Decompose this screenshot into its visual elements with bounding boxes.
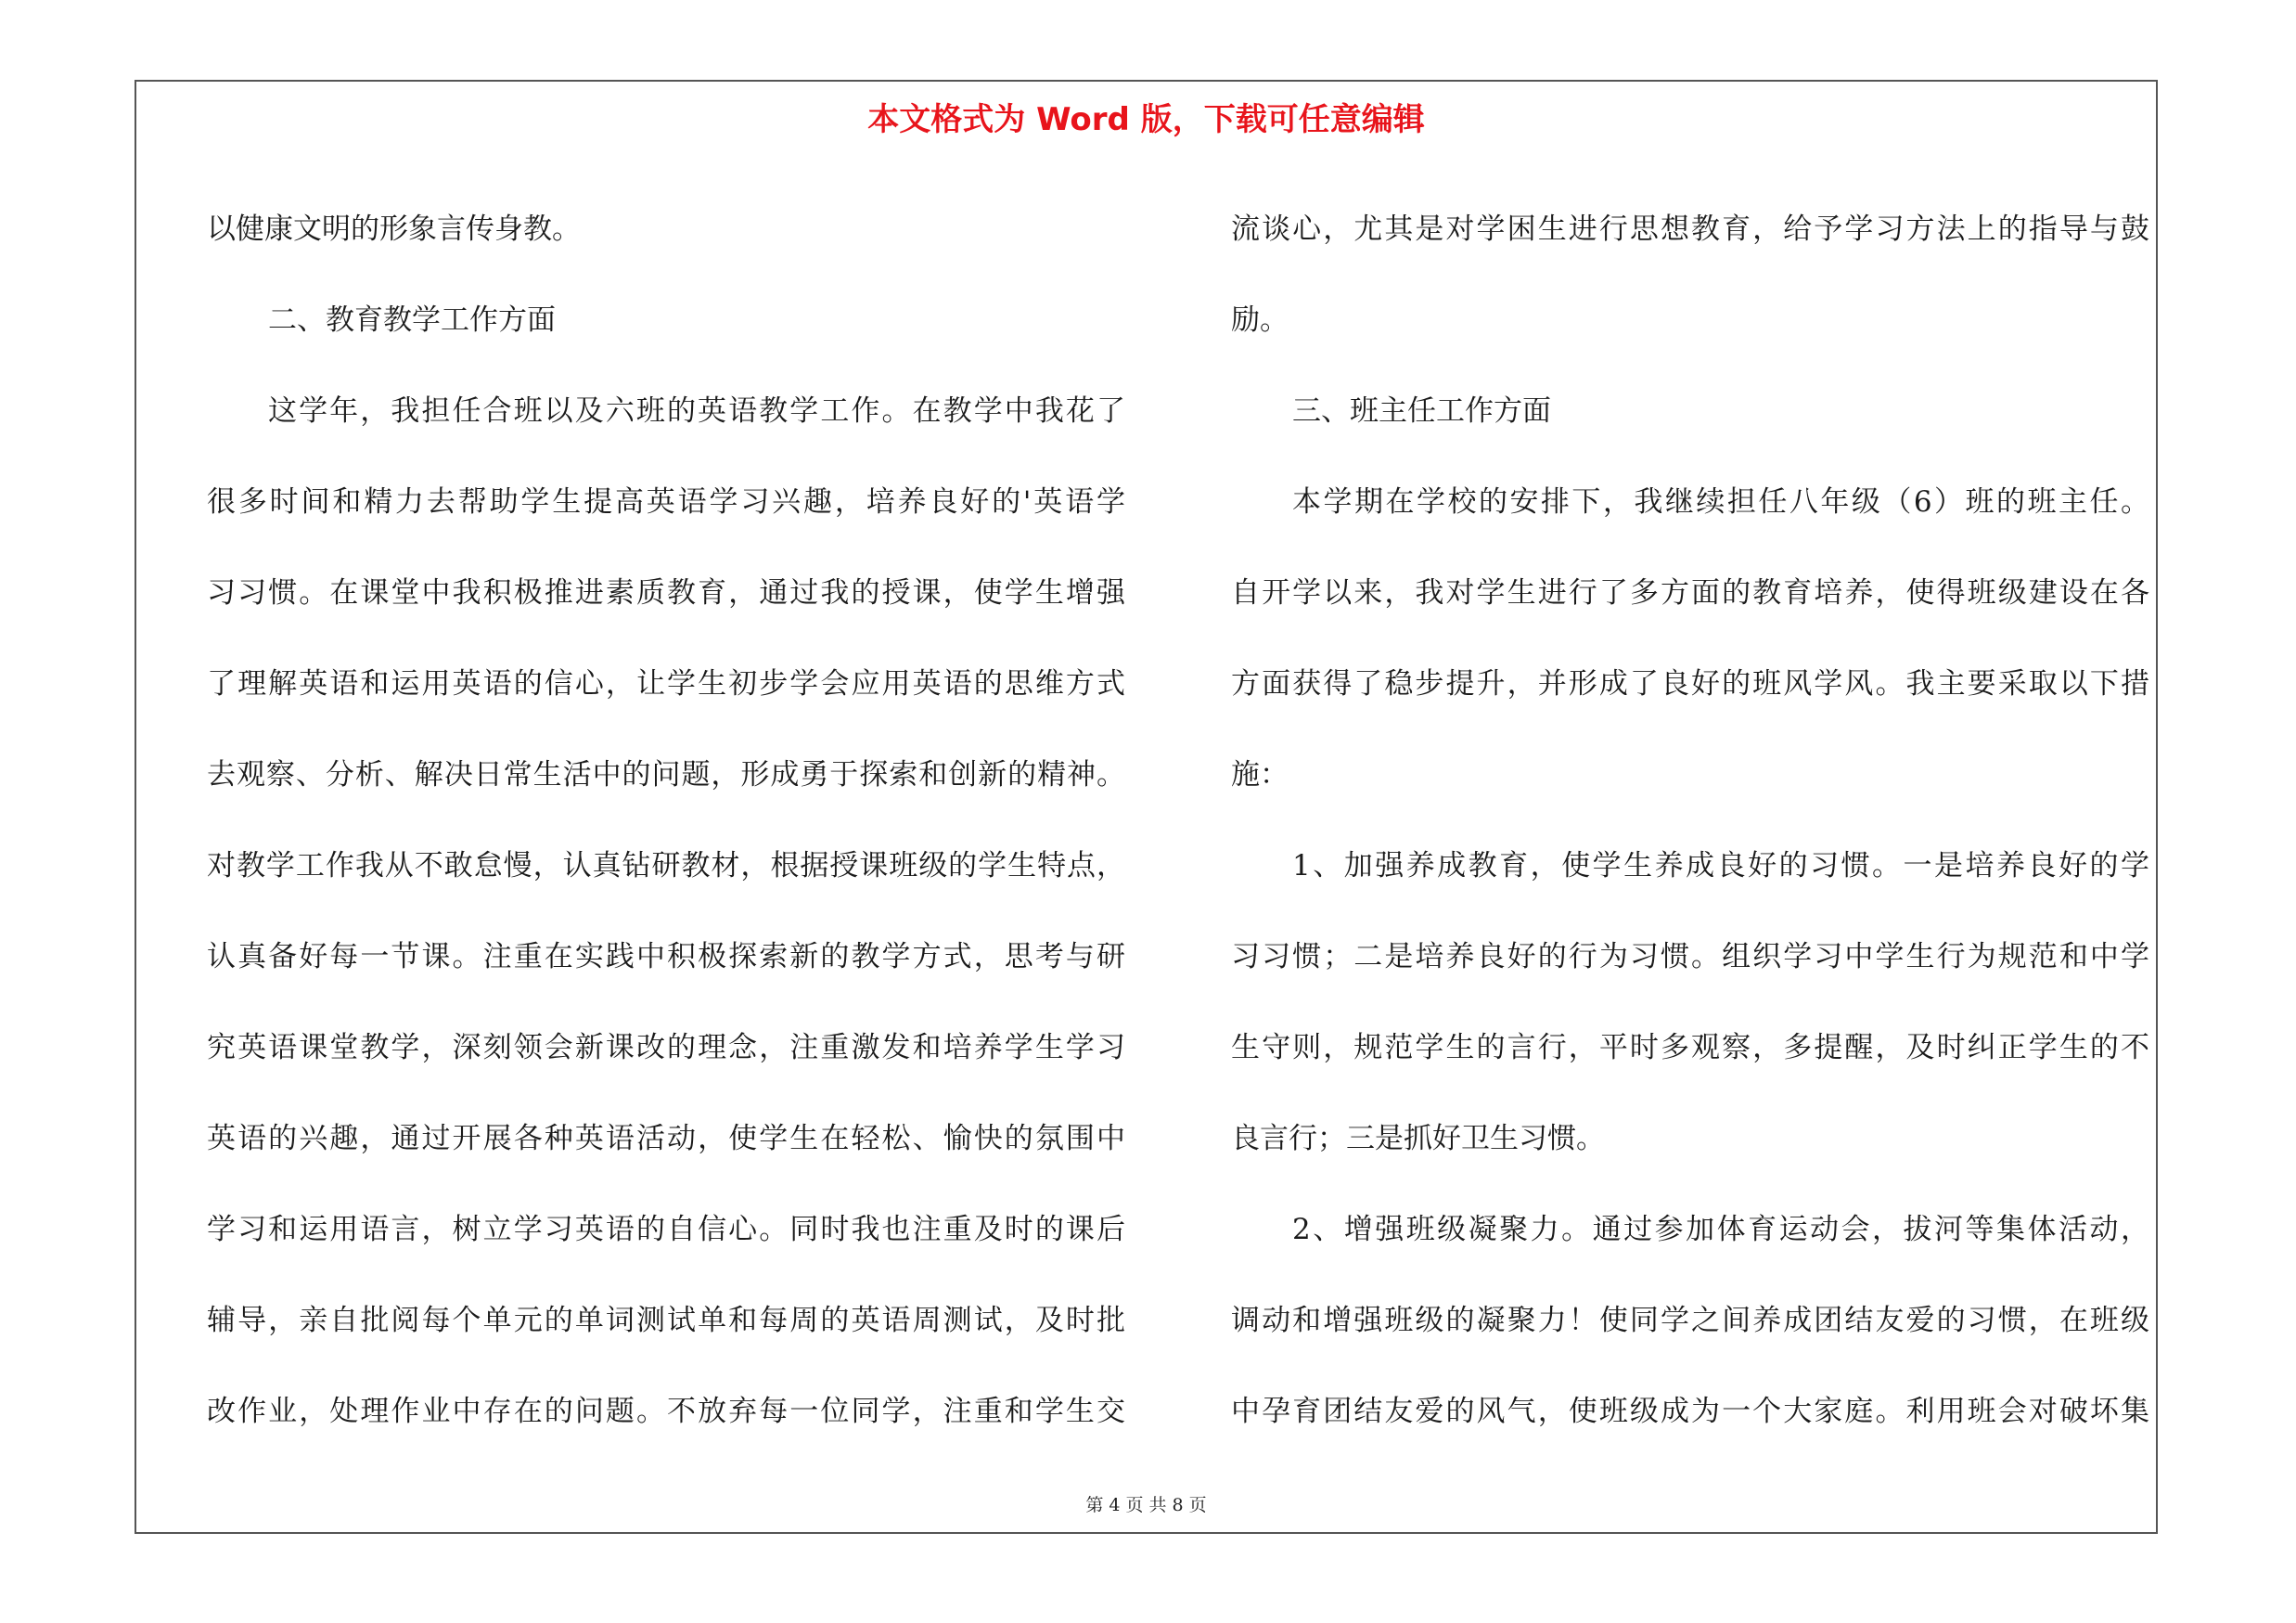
text-line: 2、增强班级凝聚力。通过参加体育运动会，拔河等集体活动， [1292,1213,2149,1246]
page-frame [135,80,2158,1534]
text-line: 励。 [1231,303,1289,337]
text-line: 良言行；三是抓好卫生习惯。 [1231,1122,1605,1155]
text-line: 1、加强养成教育，使学生养成良好的习惯。一是培养良好的学 [1292,849,2149,882]
text-line: 自开学以来，我对学生进行了多方面的教育培养，使得班级建设在各 [1231,576,2149,610]
text-line: 以健康文明的形象言传身教。 [207,213,581,246]
text-line: 流谈心，尤其是对学困生进行思想教育，给予学习方法上的指导与鼓 [1231,213,2149,246]
left-column [207,184,1125,1457]
text-line: 英语的兴趣，通过开展各种英语活动，使学生在轻松、愉快的氛围中 [207,1122,1125,1155]
text-line: 了理解英语和运用英语的信心，让学生初步学会应用英语的思维方式 [207,667,1125,701]
text-line: 这学年，我担任合班以及六班的英语教学工作。在教学中我花了 [268,394,1125,428]
text-line: 学习和运用语言，树立学习英语的自信心。同时我也注重及时的课后 [207,1213,1125,1246]
text-line: 认真备好每一节课。注重在实践中积极探索新的教学方式，思考与研 [207,940,1125,973]
text-line: 习习惯；二是培养良好的行为习惯。组织学习中学生行为规范和中学 [1231,940,2149,973]
text-line: 很多时间和精力去帮助学生提高英语学习兴趣，培养良好的'英语学 [207,485,1125,519]
text-line: 去观察、分析、解决日常生活中的问题，形成勇于探索和创新的精神。 [207,758,1125,792]
right-column [1231,184,2149,1457]
text-line: 改作业，处理作业中存在的问题。不放弃每一位同学，注重和学生交 [207,1395,1125,1428]
text-line: 三、班主任工作方面 [1292,394,1551,428]
text-line: 究英语课堂教学，深刻领会新课改的理念，注重激发和培养学生学习 [207,1031,1125,1064]
text-line: 方面获得了稳步提升，并形成了良好的班风学风。我主要采取以下措 [1231,667,2149,701]
page-number-footer: 第 4 页 共 8 页 [1085,1495,1207,1515]
text-line: 辅导，亲自批阅每个单元的单词测试单和每周的英语周测试，及时批 [207,1304,1125,1337]
text-line: 施： [1231,758,1289,792]
text-line: 习习惯。在课堂中我积极推进素质教育，通过我的授课，使学生增强 [207,576,1125,610]
text-line: 对教学工作我从不敢怠慢，认真钻研教材，根据授课班级的学生特点， [207,849,1125,882]
text-line: 调动和增强班级的凝聚力！使同学之间养成团结友爱的习惯，在班级 [1231,1304,2149,1337]
format-banner: 本文格式为 Word 版，下载可任意编辑 [867,101,1425,138]
text-line: 中孕育团结友爱的风气，使班级成为一个大家庭。利用班会对破坏集 [1231,1395,2149,1428]
text-line: 生守则，规范学生的言行，平时多观察，多提醒，及时纠正学生的不 [1231,1031,2149,1064]
text-line: 二、教育教学工作方面 [268,303,556,337]
text-line: 本学期在学校的安排下，我继续担任八年级（6）班的班主任。 [1292,485,2149,519]
